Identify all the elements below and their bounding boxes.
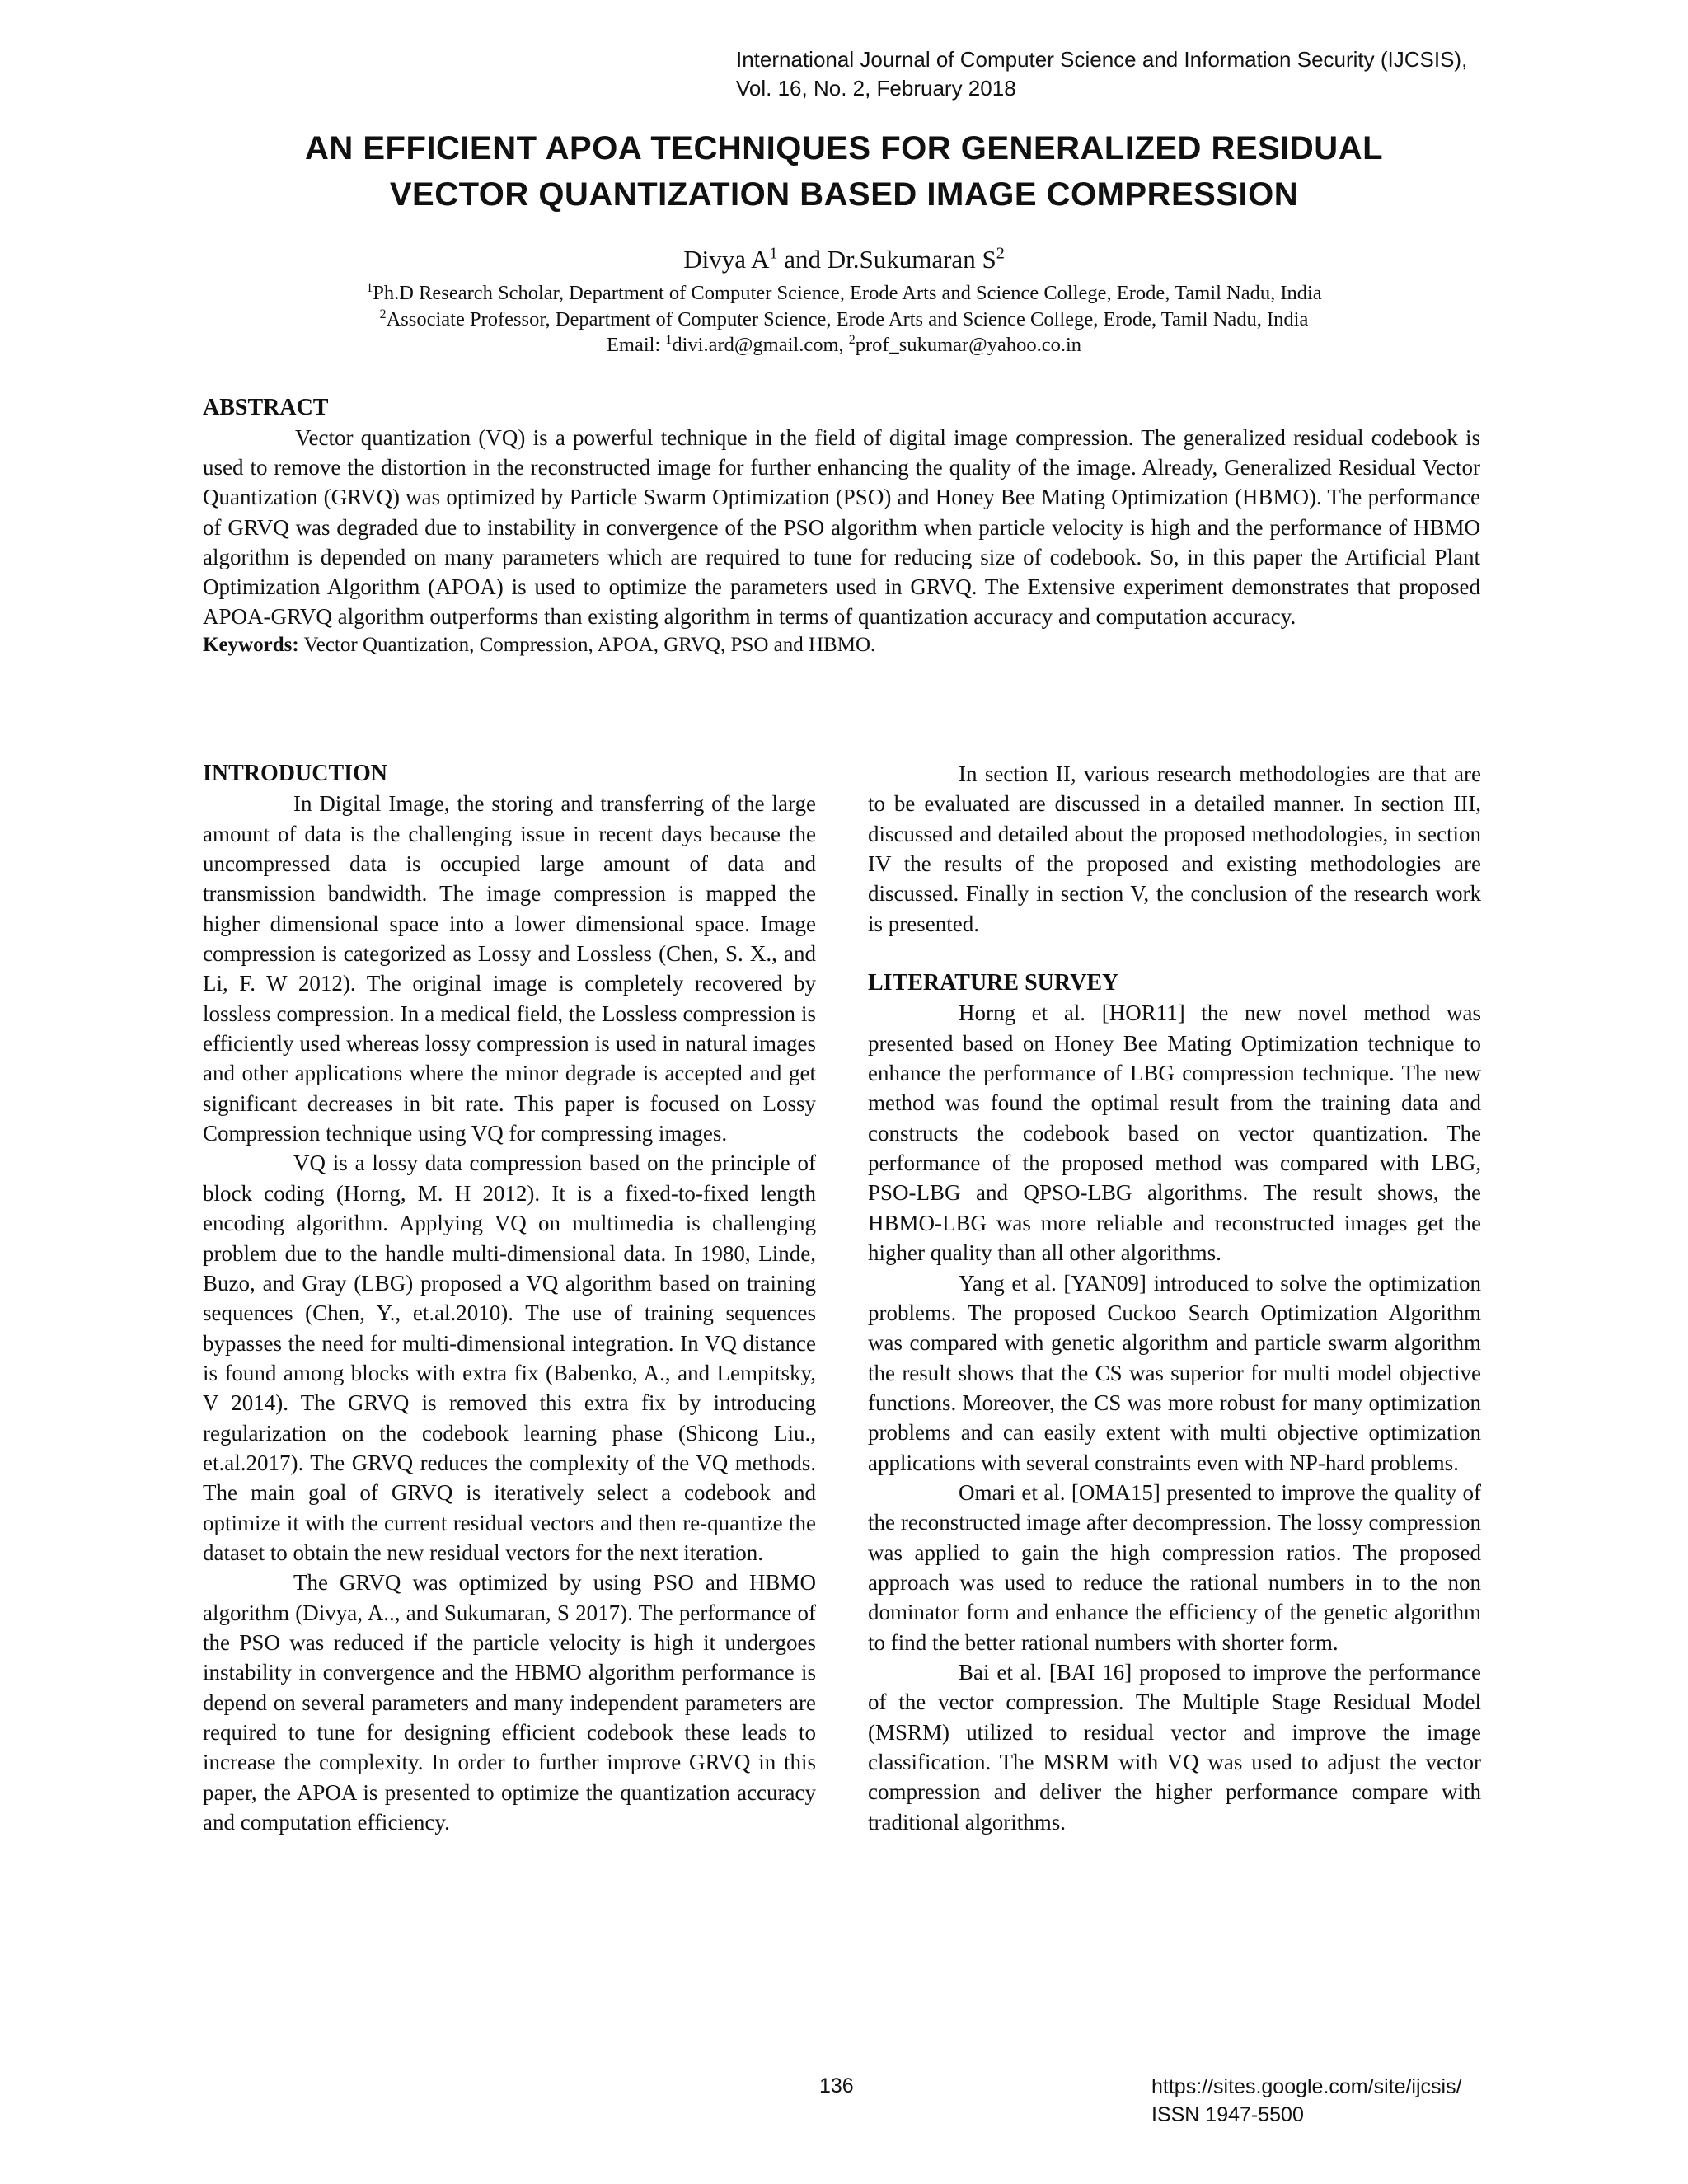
introduction-paragraph-3: The GRVQ was optimized by using PSO and HBMO algorithm (Divya, A.., and Sukumaran, S 2017). The performance of the PSO was reduced if the particle velocity is high it undergoes instability in convergence and the HBMO algorithm performance is depend on several parameters and many independent parameters are required to tune for designing efficient codebook these leads to increase the complexity. In order to further improve GRVQ in this paper, the APOA is presented to optimize the quantization accuracy and computation efficiency. xyxy=(203,1570,816,1835)
right-column xyxy=(868,759,1481,1837)
keywords-list: Vector Quantization, Compression, APOA, GRVQ, PSO and HBMO. xyxy=(298,634,876,657)
title-line-1: AN EFFICIENT APOA TECHNIQUES FOR GENERALIZED RESIDUAL xyxy=(304,130,1384,166)
abstract-heading: ABSTRACT xyxy=(203,395,329,420)
email-2: prof_sukumar@yahoo.co.in xyxy=(855,334,1082,356)
affiliation-1 xyxy=(148,280,1540,307)
issn: ISSN 1947-5500 xyxy=(1151,2103,1304,2126)
literature-paragraph-4: Bai et al. [BAI 16] proposed to improve the performance of the vector compression. The Multiple Stage Residual Model (MSRM) utilized to residual vector and improve the image classification. The MSRM with VQ was used to adjust the vector compression and deliver the higher performance compare with traditional algorithms. xyxy=(868,1659,1481,1835)
journal-url[interactable]: https://sites.google.com/site/ijcsis/ xyxy=(1151,2075,1462,2098)
author-1: Divya A xyxy=(683,245,770,274)
affiliation-1-marker: 1 xyxy=(366,280,373,295)
author-line xyxy=(148,243,1540,276)
affiliation-2-marker: 2 xyxy=(379,307,387,321)
author-1-marker: 1 xyxy=(769,244,778,263)
literature-paragraph-1: Horng et al. [HOR11] the new novel method was presented based on Honey Bee Mating Optimization technique to enhance the performance of LBG compression technique. The new method was found the optimal result from the training data and constructs the codebook based on vector quantization. The performance of the proposed method was compared with LBG, PSO-LBG and QPSO-LBG algorithms. The result shows, the HBMO-LBG was more reliable and reconstructed images get the higher quality than all other algorithms. xyxy=(868,1001,1481,1266)
abstract-body: Vector quantization (VQ) is a powerful technique in the field of digital image compression. The generalized residual codebook is used to remove the distortion in the reconstructed image for further enhancing the quality of the image. Already, Generalized Residual Vector Quantization (GRVQ) was optimized by Particle Swarm Optimization (PSO) and Honey Bee Mating Optimization (HBMO). The performance of GRVQ was degraded due to instability in convergence of the PSO algorithm when particle velocity is high and the performance of HBMO algorithm is depended on many parameters which are required to tune for reducing size of codebook. So, in this paper the Artificial Plant Optimization Algorithm (APOA) is used to optimize the parameters used in GRVQ. The Extensive experiment demonstrates that proposed APOA-GRVQ algorithm outperforms than existing algorithm in terms of quantization accuracy and computation accuracy. xyxy=(203,425,1480,630)
introduction-paragraph-1: In Digital Image, the storing and transferring of the large amount of data is the challenging issue in recent days because the uncompressed data is occupied large amount of data and transmission bandwidth. The image compression is mapped the higher dimensional space into a lower dimensional space. Image compression is categorized as Lossy and Lossless (Chen, S. X., and Li, F. W 2012). The original image is completely recovered by lossless compression. In a medical field, the Lossless compression is efficiently used whereas lossy compression is used in natural images and other applications where the minor degrade is accepted and get significant decreases in bit rate. This paper is focused on Lossy Compression technique using VQ for compressing images. xyxy=(203,791,816,1146)
journal-header xyxy=(736,45,1560,103)
section-spacer xyxy=(868,939,1481,968)
author-2: Dr.Sukumaran S xyxy=(827,245,996,274)
affiliations xyxy=(148,280,1540,359)
paper-title xyxy=(148,125,1540,218)
introduction-paragraph-4: In section II, various research methodologies are that are to be evaluated are discussed in a detailed manner. In section III, discussed and detailed about the proposed methodologies, in section IV the results of the proposed and existing methodologies are discussed. Finally in section V, the conclusion of the research work is presented. xyxy=(868,762,1481,936)
email-2-marker: 2 xyxy=(848,332,856,347)
literature-heading: LITERATURE SURVEY xyxy=(868,970,1119,996)
journal-name: International Journal of Computer Science and Information Security (IJCSIS), xyxy=(736,47,1468,72)
footer-info xyxy=(1151,2073,1564,2129)
author-conjunction: and xyxy=(777,245,828,274)
affiliation-2 xyxy=(148,307,1540,333)
left-column xyxy=(203,759,816,1837)
title-line-2: VECTOR QUANTIZATION BASED IMAGE COMPRESSION xyxy=(389,176,1299,213)
literature-paragraph-2: Yang et al. [YAN09] introduced to solve the optimization problems. The proposed Cuckoo Search Optimization Algorithm was compared with genetic algorithm and particle swarm algorithm the result shows that the CS was superior for multi model objective functions. Moreover, the CS was more robust for many optimization problems and can easily extent with multi objective optimization applications with several constraints even with NP-hard problems. xyxy=(868,1270,1481,1475)
abstract-section xyxy=(203,393,1480,659)
email-1-marker: 1 xyxy=(665,332,673,347)
page-number: 136 xyxy=(819,2074,854,2097)
email-label: Email: xyxy=(606,334,666,356)
affiliation-1-text: Ph.D Research Scholar, Department of Computer Science, Erode Arts and Science College, Erode, Tamil Nadu, India xyxy=(373,282,1322,304)
affiliation-2-text: Associate Professor, Department of Computer Science, Erode Arts and Science College, Erode, Tamil Nadu, India xyxy=(386,307,1309,330)
introduction-paragraph-2: VQ is a lossy data compression based on the principle of block coding (Horng, M. H 2012). It is a fixed-to-fixed length encoding algorithm. Applying VQ on multimedia is challenging problem due to the handle multi-dimensional data. In 1980, Linde, Buzo, and Gray (LBG) proposed a VQ algorithm based on training sequences (Chen, Y., et.al.2010). The use of training sequences bypasses the need for multi-dimensional integration. In VQ distance is found among blocks with extra fix (Babenko, A., and Lempitsky, V 2014). The GRVQ is removed this extra fix by introducing regularization on the codebook learning phase (Shicong Liu., et.al.2017). The GRVQ reduces the complexity of the VQ methods. The main goal of GRVQ is iteratively select a codebook and optimize it with the current residual vectors and then re-quantize the dataset to obtain the new residual vectors for the next iteration. xyxy=(203,1151,816,1565)
keywords-label: Keywords: xyxy=(203,634,299,657)
email-line xyxy=(148,332,1540,359)
email-1: divi.ard@gmail.com, xyxy=(672,334,849,356)
introduction-heading: INTRODUCTION xyxy=(203,761,388,786)
literature-paragraph-3: Omari et al. [OMA15] presented to improve the quality of the reconstructed image after decompression. The lossy compression was applied to gain the high compression ratios. The proposed approach was used to reduce the rational numbers in to the non dominator form and enhance the efficiency of the genetic algorithm to find the better rational numbers with shorter form. xyxy=(868,1479,1481,1655)
author-2-marker: 2 xyxy=(996,244,1005,263)
journal-issue: Vol. 16, No. 2, February 2018 xyxy=(736,76,1016,101)
keywords-line xyxy=(203,631,1480,659)
